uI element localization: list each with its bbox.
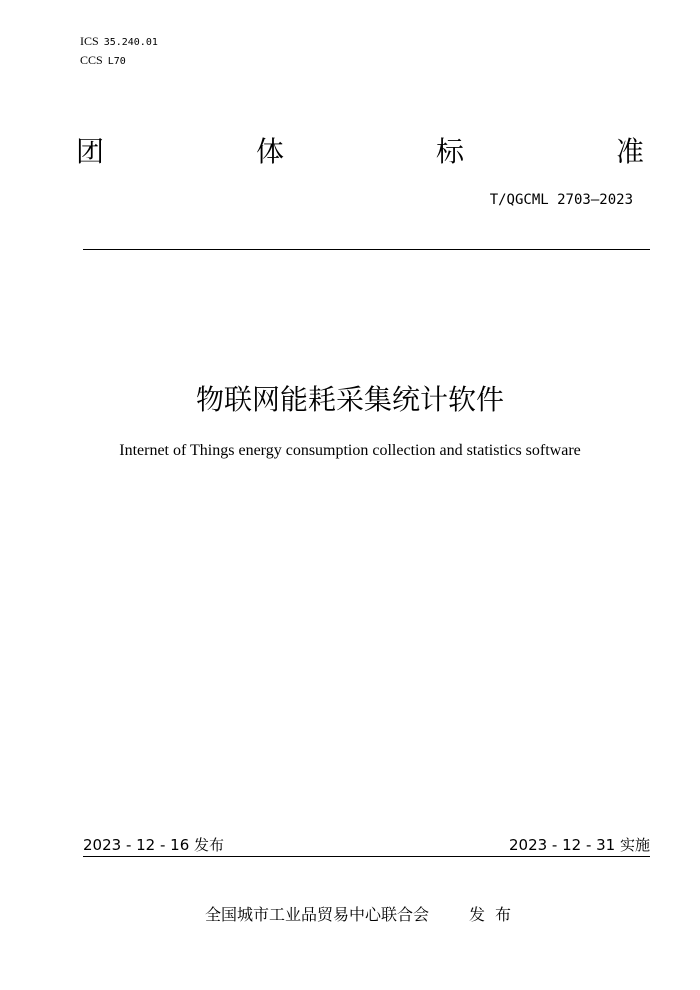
document-title-chinese: 物联网能耗采集统计软件 bbox=[195, 383, 504, 416]
document-title-english: Internet of Things energy consumption collection and statistics software bbox=[119, 442, 581, 459]
standard-type-char-2: 体 bbox=[256, 135, 285, 168]
implement-date: 2023 - 12 - 31 实施 bbox=[508, 836, 650, 854]
ics-value: 35.240.01 bbox=[103, 37, 158, 48]
ccs-value: L70 bbox=[107, 56, 126, 67]
standard-type-char-3: 标 bbox=[436, 135, 465, 168]
ccs-label: CCS bbox=[80, 53, 103, 67]
standard-type-char-4: 准 bbox=[616, 135, 645, 168]
issue-label: 发布 bbox=[469, 905, 522, 924]
standard-number: T/QGCML 2703—2023 bbox=[489, 192, 633, 208]
ccs-code bbox=[80, 53, 126, 69]
publish-date: 2023 - 12 - 16 发布 bbox=[83, 836, 225, 854]
standard-type-heading bbox=[76, 134, 648, 174]
ics-label: ICS bbox=[80, 34, 99, 48]
issuing-organization: 全国城市工业品贸易中心联合会 bbox=[205, 905, 430, 924]
standard-type-char-1: 团 bbox=[76, 135, 105, 168]
footer-divider bbox=[83, 856, 650, 857]
header-divider bbox=[83, 249, 650, 250]
ics-code bbox=[80, 34, 158, 50]
